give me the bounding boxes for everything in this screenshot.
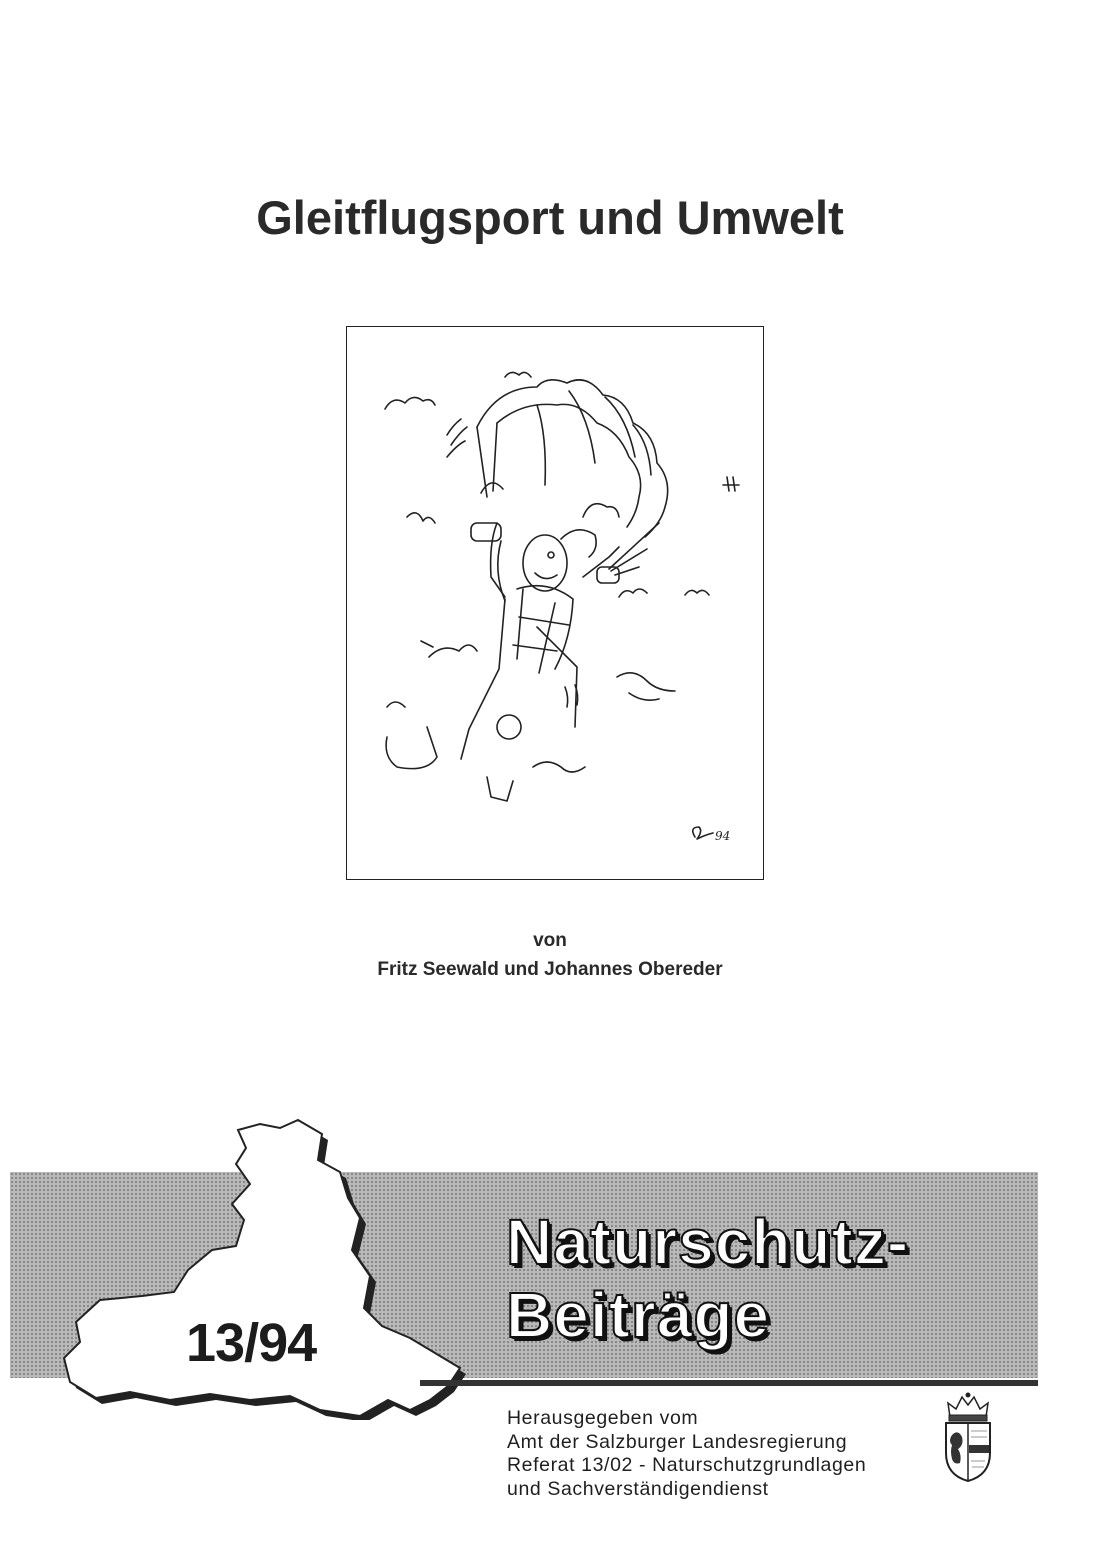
coat-of-arms-icon	[938, 1391, 998, 1483]
issue-number: 13/94	[186, 1313, 317, 1373]
document-title: Gleitflugsport und Umwelt	[256, 191, 844, 244]
illustration-signature: 94	[715, 829, 731, 843]
publisher-line: Herausgegeben vom	[507, 1407, 699, 1429]
series-title-line1: Naturschutz-	[506, 1206, 910, 1278]
publisher-line: und Sachverständigendienst	[507, 1477, 769, 1500]
authors: Fritz Seewald und Johannes Obereder	[377, 959, 723, 980]
series-title-line2: Beiträge	[506, 1279, 771, 1351]
cover-illustration	[346, 326, 764, 880]
by-line: von	[533, 930, 567, 951]
publisher-line: Amt der Salzburger Landesregierung	[507, 1430, 848, 1453]
publisher-block	[507, 1407, 866, 1501]
publisher-line: Referat 13/02 - Naturschutzgrundlagen	[507, 1454, 867, 1476]
banner-underline	[420, 1380, 1038, 1386]
